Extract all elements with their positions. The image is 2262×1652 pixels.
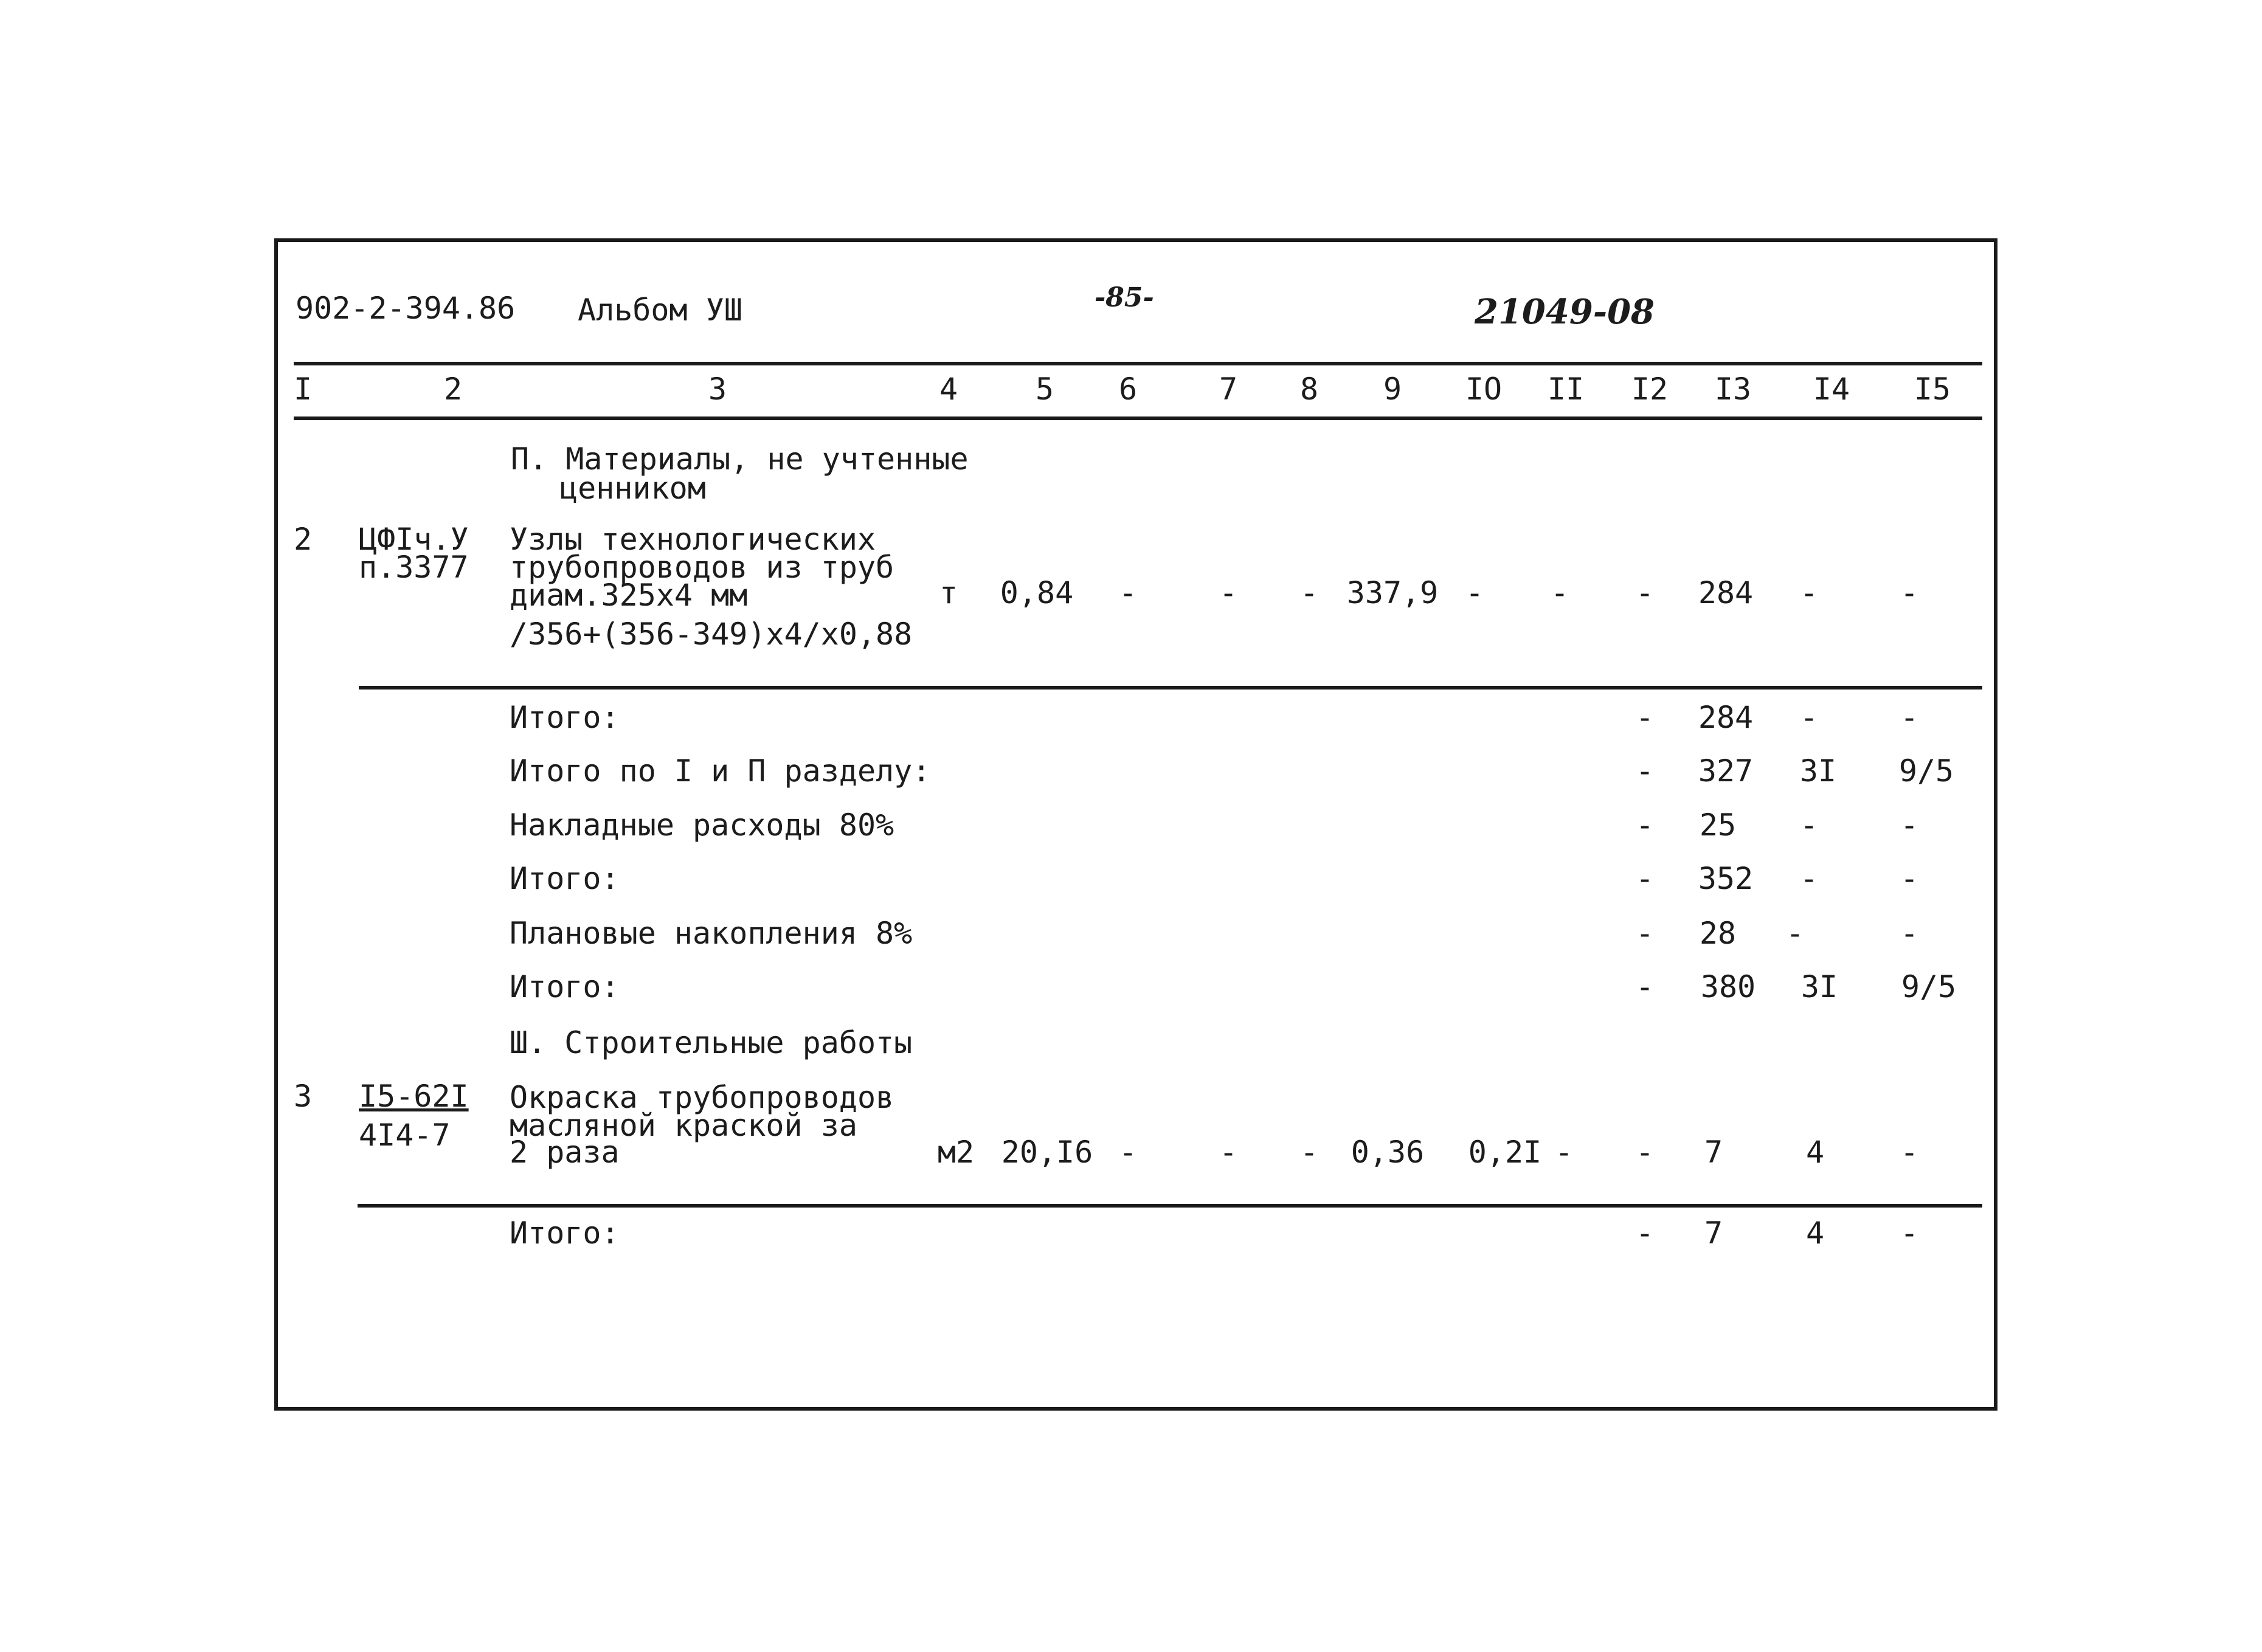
cell: - bbox=[1219, 575, 1238, 610]
doc-code: 902-2-394.86 bbox=[296, 291, 516, 326]
cell: - bbox=[1785, 916, 1805, 951]
row-ref: ЦФIч.У bbox=[359, 522, 469, 557]
cell: 337,9 bbox=[1346, 575, 1439, 610]
total-label: Плановые накопления 8% bbox=[510, 916, 913, 951]
section-rule bbox=[359, 686, 1982, 689]
total-label: Итого: bbox=[510, 969, 620, 1004]
row-ref: I5-62I bbox=[359, 1079, 469, 1114]
header-rule-top bbox=[294, 362, 1982, 365]
row-ref: п.3377 bbox=[359, 550, 469, 585]
cell: - bbox=[1219, 1135, 1238, 1170]
cell: 284 bbox=[1698, 700, 1754, 735]
total-label: Итого: bbox=[510, 861, 620, 896]
cell: 380 bbox=[1700, 969, 1756, 1004]
section-title: П. Материалы, не учтенные bbox=[511, 441, 969, 477]
row-name: диам.325х4 мм bbox=[510, 578, 748, 613]
col-num: II bbox=[1547, 372, 1585, 407]
cell: 327 bbox=[1698, 753, 1754, 789]
total-label: Итого: bbox=[510, 1215, 620, 1251]
col-num: 8 bbox=[1299, 372, 1319, 407]
cell: - bbox=[1299, 1135, 1319, 1170]
cell: 4 bbox=[1805, 1135, 1825, 1170]
cell: - bbox=[1118, 1135, 1138, 1170]
cell: - bbox=[1635, 807, 1655, 843]
cell: 28 bbox=[1699, 916, 1737, 951]
cell: 3I bbox=[1800, 969, 1838, 1004]
row-number: 2 bbox=[294, 522, 313, 557]
cell: - bbox=[1118, 575, 1138, 610]
cell-qty: 0,84 bbox=[1000, 575, 1074, 610]
section-title: ценником bbox=[559, 471, 706, 506]
page-number: -85- bbox=[1095, 282, 1154, 313]
cell: 352 bbox=[1698, 861, 1754, 896]
cell: 7 bbox=[1704, 1215, 1723, 1251]
row-number: 3 bbox=[294, 1079, 313, 1114]
cell: - bbox=[1635, 700, 1655, 735]
row-name: масляной краской за bbox=[510, 1108, 857, 1143]
cell: - bbox=[1799, 807, 1819, 843]
cell-qty: 20,I6 bbox=[1001, 1135, 1093, 1170]
col-num: I3 bbox=[1714, 372, 1752, 407]
cell: 25 bbox=[1699, 807, 1737, 843]
cell-unit: т bbox=[939, 575, 958, 610]
header-rule-bottom bbox=[294, 416, 1982, 420]
cell: - bbox=[1799, 700, 1819, 735]
cell: - bbox=[1554, 1135, 1574, 1170]
total-label: Накладные расходы 80% bbox=[510, 807, 894, 843]
col-num: I4 bbox=[1813, 372, 1850, 407]
total-label: Итого по I и П разделу: bbox=[510, 753, 931, 789]
album-label: Альбом УШ bbox=[578, 292, 742, 328]
cell: 9/5 bbox=[1898, 753, 1954, 789]
cell: - bbox=[1635, 753, 1655, 789]
cell: - bbox=[1799, 861, 1819, 896]
col-num: 3 bbox=[708, 372, 727, 407]
col-num: 5 bbox=[1035, 372, 1054, 407]
cell-unit: м2 bbox=[937, 1135, 975, 1170]
row-name: трубопроводов из труб bbox=[510, 550, 894, 585]
cell: - bbox=[1900, 1135, 1919, 1170]
cell: 3I bbox=[1799, 753, 1837, 789]
col-num: I bbox=[293, 372, 313, 407]
col-num: IO bbox=[1465, 372, 1503, 407]
col-num: 6 bbox=[1118, 372, 1138, 407]
cell: - bbox=[1550, 575, 1569, 610]
col-num: I2 bbox=[1631, 372, 1669, 407]
total-label: Итого: bbox=[510, 700, 620, 735]
row-ref: 4I4-7 bbox=[359, 1118, 451, 1153]
row-name: Окраска трубопроводов bbox=[510, 1080, 894, 1115]
cell: - bbox=[1900, 1215, 1919, 1251]
cell: - bbox=[1299, 575, 1319, 610]
cell: - bbox=[1799, 575, 1819, 610]
col-num: 7 bbox=[1219, 372, 1238, 407]
cell: - bbox=[1635, 969, 1655, 1004]
row-name: /356+(356-349)х4/х0,88 bbox=[510, 617, 913, 652]
cell: - bbox=[1900, 861, 1919, 896]
archive-number: 21049-08 bbox=[1475, 292, 1655, 332]
cell: - bbox=[1900, 916, 1919, 951]
col-num: 4 bbox=[939, 372, 958, 407]
cell: 0,2I bbox=[1468, 1135, 1542, 1170]
cell: - bbox=[1635, 1135, 1655, 1170]
section-rule bbox=[358, 1204, 1982, 1208]
col-num: 9 bbox=[1383, 372, 1402, 407]
cell: 9/5 bbox=[1901, 969, 1957, 1004]
row-name: 2 раза bbox=[510, 1135, 620, 1170]
row-name: Узлы технологических bbox=[510, 522, 876, 557]
section-title: Ш. Строительные работы bbox=[510, 1025, 913, 1060]
cell: - bbox=[1465, 575, 1484, 610]
cell: - bbox=[1635, 916, 1655, 951]
col-num: 2 bbox=[443, 372, 463, 407]
cell: - bbox=[1900, 807, 1919, 843]
cell: 4 bbox=[1805, 1215, 1825, 1251]
cell: - bbox=[1900, 575, 1919, 610]
cell: - bbox=[1635, 575, 1655, 610]
cell: 0,36 bbox=[1351, 1135, 1425, 1170]
cell: - bbox=[1635, 1215, 1655, 1251]
col-num: I5 bbox=[1914, 372, 1951, 407]
cell: - bbox=[1635, 861, 1655, 896]
cell: 7 bbox=[1704, 1135, 1723, 1170]
cell: - bbox=[1900, 700, 1919, 735]
cell: 284 bbox=[1698, 575, 1754, 610]
